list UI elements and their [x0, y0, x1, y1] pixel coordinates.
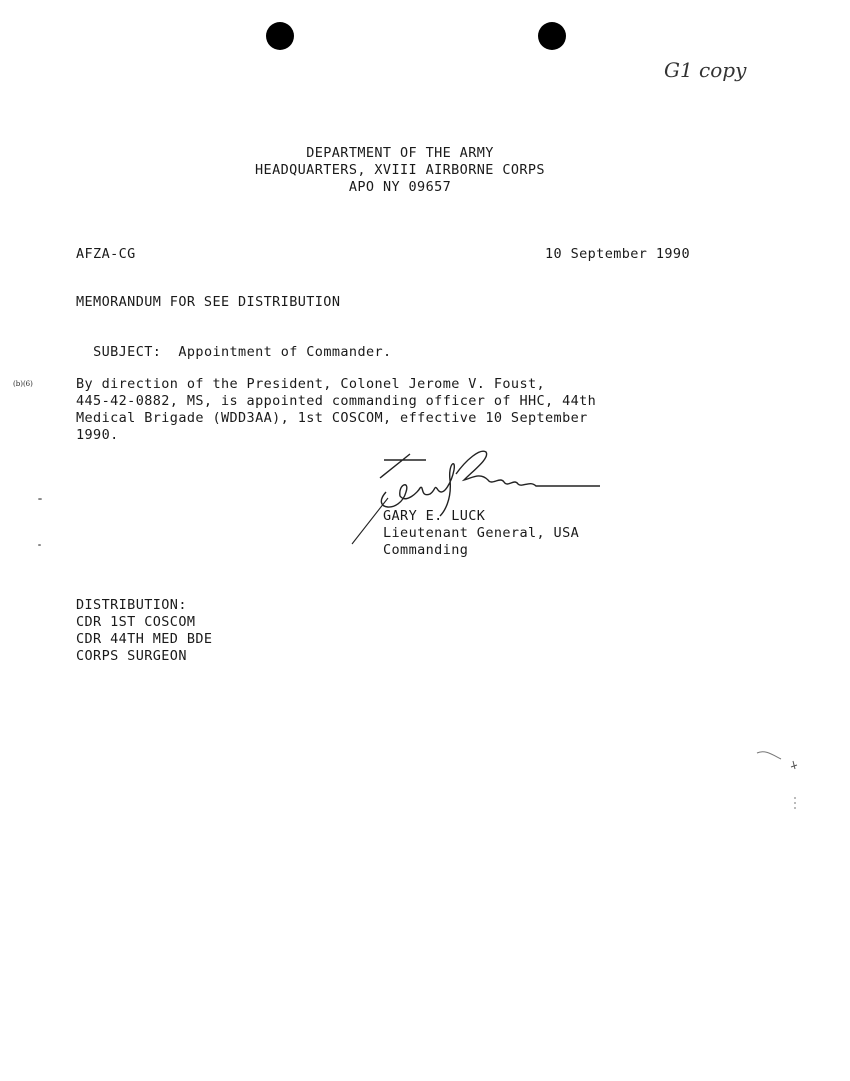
subject-line: [76, 328, 392, 360]
signer-name: GARY E. LUCK: [383, 508, 486, 524]
handwritten-note: G1 copy: [664, 58, 747, 82]
body-line-4: 1990.: [76, 427, 119, 443]
scan-speck: [38, 498, 42, 500]
distribution-item: CORPS SURGEON: [76, 648, 187, 664]
signer-title: Lieutenant General, USA: [383, 525, 580, 541]
letterhead-line-2: HEADQUARTERS, XVIII AIRBORNE CORPS: [255, 162, 545, 178]
scan-mark: [755, 745, 815, 825]
distribution-label: DISTRIBUTION:: [76, 597, 187, 613]
punch-hole-right: [538, 22, 566, 50]
exemption-mark: (b)(6): [13, 380, 33, 388]
memo-for-line: MEMORANDUM FOR SEE DISTRIBUTION: [76, 294, 341, 310]
office-symbol: AFZA-CG: [76, 246, 136, 262]
distribution-item: CDR 1ST COSCOM: [76, 614, 196, 630]
memo-date: 10 September 1990: [545, 246, 690, 262]
subject-text: Appointment of Commander.: [178, 344, 392, 360]
letterhead-line-3: APO NY 09657: [348, 179, 452, 195]
body-line-2: 445-42-0882, MS, is appointed commanding officer of HHC, 44th: [76, 393, 597, 409]
distribution-item: CDR 44TH MED BDE: [76, 631, 213, 647]
subject-label: SUBJECT:: [93, 344, 162, 360]
body-line-3: Medical Brigade (WDD3AA), 1st COSCOM, effective 10 September: [76, 410, 588, 426]
signer-role: Commanding: [383, 542, 469, 558]
punch-hole-left: [266, 22, 294, 50]
scan-speck: [38, 544, 41, 546]
letterhead-line-1: DEPARTMENT OF THE ARMY: [306, 145, 494, 161]
body-line-1: By direction of the President, Colonel Jerome V. Foust,: [76, 376, 546, 392]
